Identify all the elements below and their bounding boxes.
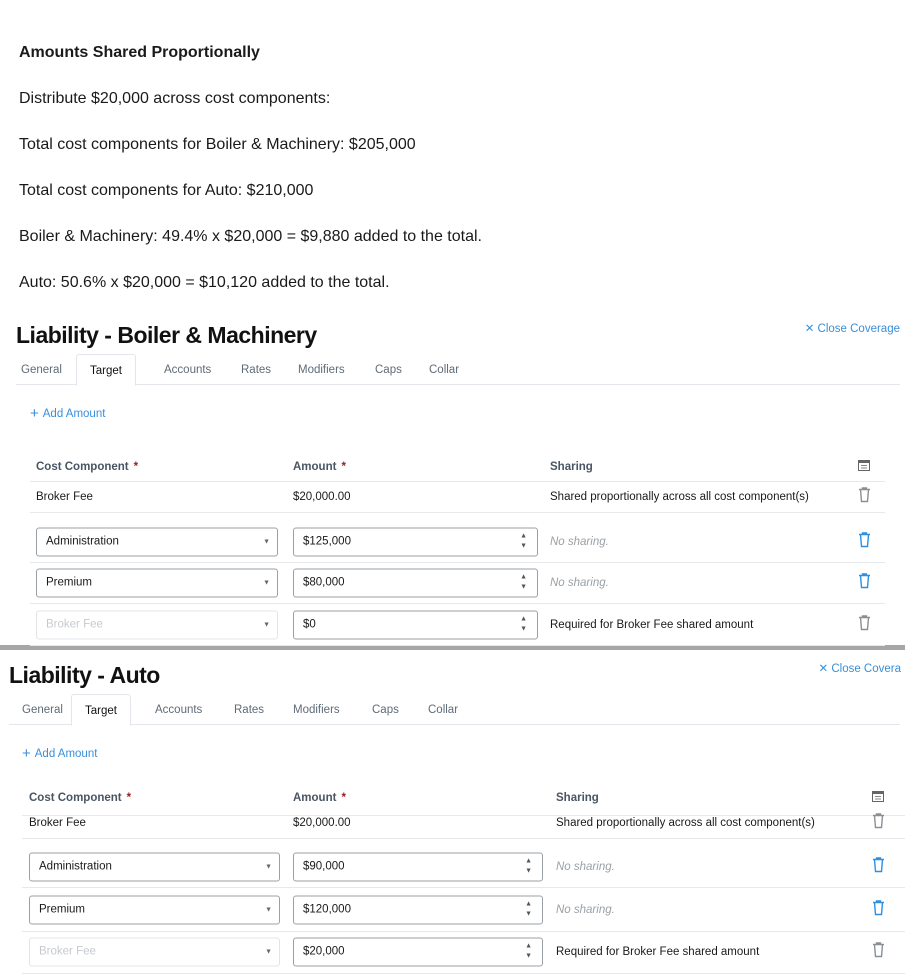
tab-bar: [16, 354, 900, 385]
table-row: [22, 808, 905, 839]
sharing-text: No sharing.: [550, 576, 609, 589]
select-value: Premium: [39, 903, 86, 915]
intro-line: Total cost components for Auto: $210,000: [19, 182, 314, 199]
table-row: [22, 888, 905, 932]
tab-general[interactable]: General: [22, 704, 63, 716]
column-header-cost: [29, 792, 131, 804]
cost-component-text: Broker Fee: [29, 817, 86, 829]
amount-input[interactable]: [293, 937, 543, 966]
amount-input[interactable]: [293, 527, 538, 556]
tab-modifiers[interactable]: Modifiers: [298, 364, 345, 376]
select-value: Premium: [46, 576, 93, 588]
column-header-sharing: Sharing: [550, 460, 593, 473]
input-value: $80,000: [303, 576, 345, 588]
cost-component-select[interactable]: [29, 852, 280, 881]
cost-component-select: [36, 610, 278, 639]
required-marker: *: [341, 791, 346, 804]
cost-component-select[interactable]: [36, 568, 278, 597]
stepper-icon[interactable]: ▲ ▼: [520, 532, 527, 549]
stepper-icon[interactable]: ▲ ▼: [525, 942, 532, 959]
sharing-text: Required for Broker Fee shared amount: [556, 945, 760, 958]
trash-icon[interactable]: [858, 614, 871, 635]
add-amount-label: Add Amount: [42, 408, 106, 420]
tab-target[interactable]: Target: [76, 354, 136, 386]
trash-icon[interactable]: [858, 572, 871, 593]
tab-modifiers[interactable]: Modifiers: [293, 704, 340, 716]
panel-title: Liability - Boiler & Machinery: [16, 322, 317, 348]
intro-text: [19, 30, 482, 306]
amount-input[interactable]: [293, 895, 543, 924]
intro-line: Total cost components for Boiler & Machinery: $205,000: [19, 136, 416, 153]
sharing-text: Required for Broker Fee shared amount: [550, 618, 754, 631]
header-label: Cost Component: [29, 791, 122, 804]
cost-component-select: [29, 937, 280, 966]
amount-text: $20,000.00: [293, 817, 351, 829]
stepper-icon[interactable]: ▲ ▼: [520, 573, 527, 590]
intro-heading: Amounts Shared Proportionally: [19, 44, 260, 61]
input-value: $20,000: [303, 945, 345, 957]
sharing-text: No sharing.: [556, 860, 615, 873]
select-value: Broker Fee: [46, 618, 103, 630]
sharing-text: No sharing.: [550, 535, 609, 548]
header-label: Amount: [293, 460, 337, 473]
chevron-down-icon: ▼: [265, 863, 272, 870]
column-settings-icon[interactable]: [858, 458, 870, 476]
tab-collar[interactable]: Collar: [429, 364, 460, 376]
tab-bar: [9, 694, 900, 725]
tab-general[interactable]: General: [21, 364, 62, 376]
plus-icon: +: [22, 745, 31, 762]
table-row: [30, 604, 885, 646]
select-value: Administration: [39, 860, 112, 872]
tab-target[interactable]: Target: [71, 694, 131, 726]
close-coverage-link[interactable]: [805, 321, 900, 335]
close-coverage-label: Close Covera: [831, 663, 901, 675]
sharing-text: Shared proportionally across all cost component(s): [550, 491, 809, 503]
chevron-down-icon: ▼: [265, 948, 272, 955]
sharing-text: Shared proportionally across all cost component(s): [556, 817, 815, 829]
column-header-amount: [293, 792, 346, 804]
required-marker: *: [133, 460, 139, 473]
select-value: Broker Fee: [39, 945, 96, 957]
tab-rates[interactable]: Rates: [234, 704, 265, 716]
tab-rates[interactable]: Rates: [241, 364, 272, 376]
chevron-down-icon: ▼: [265, 906, 272, 913]
amount-input[interactable]: [293, 852, 543, 881]
panel-title: Liability - Auto: [9, 662, 160, 688]
table-row: [22, 930, 905, 974]
trash-icon[interactable]: [872, 941, 885, 962]
tab-accounts[interactable]: Accounts: [164, 364, 212, 376]
input-value: $125,000: [303, 535, 351, 547]
close-coverage-link[interactable]: [818, 661, 901, 675]
stepper-icon[interactable]: ▲ ▼: [520, 615, 527, 632]
chevron-down-icon: ▼: [263, 538, 270, 545]
header-label: Amount: [293, 791, 337, 804]
column-header-sharing: Sharing: [556, 791, 599, 804]
close-icon: ✕: [804, 323, 818, 335]
stepper-icon[interactable]: ▲ ▼: [525, 857, 532, 874]
add-amount-button[interactable]: [22, 745, 97, 762]
amount-input[interactable]: [293, 568, 538, 597]
trash-icon[interactable]: [858, 531, 871, 552]
table-row: [30, 482, 885, 513]
column-settings-icon[interactable]: [872, 789, 884, 807]
tab-caps[interactable]: Caps: [375, 364, 402, 376]
tab-collar[interactable]: Collar: [428, 704, 459, 716]
plus-icon: +: [30, 405, 39, 422]
cost-component-text: Broker Fee: [36, 491, 93, 503]
trash-icon[interactable]: [872, 856, 885, 877]
column-header-cost: [36, 461, 138, 473]
stepper-icon[interactable]: ▲ ▼: [525, 900, 532, 917]
sharing-text: No sharing.: [556, 903, 615, 916]
input-value: $90,000: [303, 860, 345, 872]
select-value: Administration: [46, 535, 119, 547]
add-amount-label: Add Amount: [34, 748, 98, 760]
close-icon: ✕: [818, 663, 832, 675]
table-row: [30, 562, 885, 604]
amount-input[interactable]: [293, 610, 538, 639]
table-row: [22, 846, 905, 888]
chevron-down-icon: ▼: [263, 579, 270, 586]
required-marker: *: [126, 791, 132, 804]
chevron-down-icon: ▼: [263, 621, 270, 628]
trash-icon[interactable]: [858, 487, 871, 508]
cost-component-select[interactable]: [36, 527, 278, 556]
column-header-amount: [293, 461, 346, 473]
intro-line: Boiler & Machinery: 49.4% x $20,000 = $9,880 added to the total.: [19, 228, 482, 245]
intro-line: Auto: 50.6% x $20,000 = $10,120 added to the total.: [19, 274, 390, 291]
header-label: Cost Component: [36, 460, 129, 473]
table-header: [30, 452, 885, 482]
tab-accounts[interactable]: Accounts: [155, 704, 203, 716]
input-value: $120,000: [303, 903, 351, 915]
amount-text: $20,000.00: [293, 491, 351, 503]
add-amount-button[interactable]: [30, 405, 105, 422]
intro-line: Distribute $20,000 across cost components:: [19, 90, 331, 107]
table-row: [30, 521, 885, 563]
required-marker: *: [341, 460, 346, 473]
trash-icon[interactable]: [872, 813, 885, 834]
cost-component-select[interactable]: [29, 895, 280, 924]
close-coverage-label: Close Coverage: [817, 323, 900, 335]
trash-icon[interactable]: [872, 899, 885, 920]
tab-caps[interactable]: Caps: [372, 704, 399, 716]
input-value: $0: [303, 618, 316, 630]
